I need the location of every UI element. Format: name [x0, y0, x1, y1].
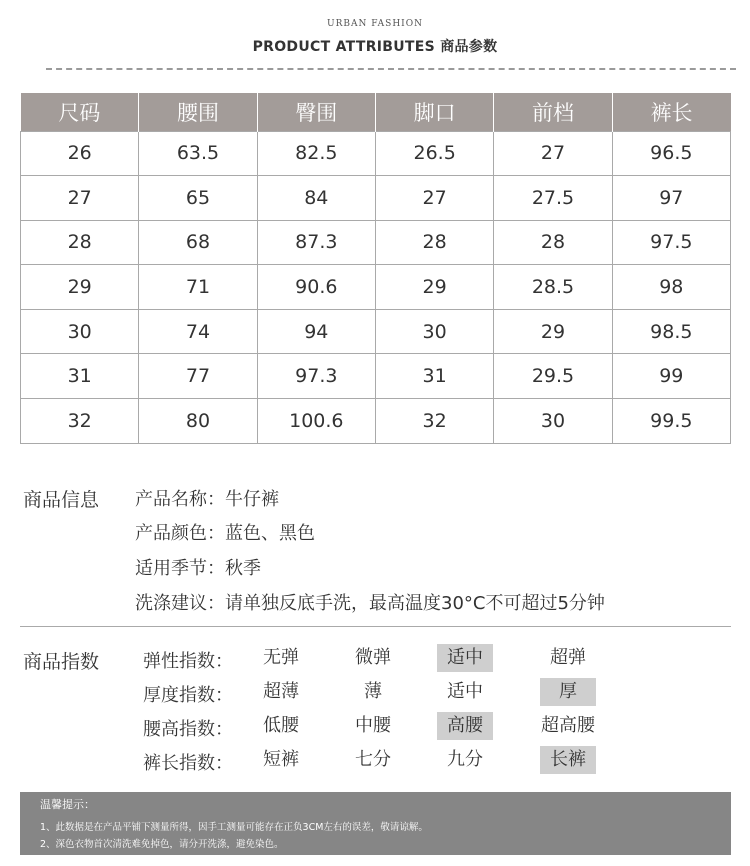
- index-option: 九分: [447, 749, 483, 770]
- table-cell: 28.5: [494, 265, 612, 310]
- table-cell: 32: [21, 399, 139, 444]
- table-cell: 82.5: [257, 131, 375, 176]
- washing-advice-row: 洗涤建议：请单独反底手洗，最高温度30°C不可超过5分钟: [135, 593, 605, 614]
- table-cell: 90.6: [257, 265, 375, 310]
- table-cell: 27: [494, 131, 612, 176]
- table-cell: 98: [612, 265, 730, 310]
- table-row: [21, 176, 731, 221]
- table-cell: 28: [494, 220, 612, 265]
- table-cell: 84: [257, 176, 375, 221]
- table-cell: 30: [494, 399, 612, 444]
- index-option: 微弹: [355, 647, 391, 668]
- table-cell: 74: [139, 309, 257, 354]
- product-name-row: 产品名称：牛仔裤: [135, 489, 279, 510]
- table-row: [21, 309, 731, 354]
- table-cell: 26: [21, 131, 139, 176]
- table-cell: 77: [139, 354, 257, 399]
- index-option-selected: 长裤: [540, 746, 596, 774]
- index-label: 裤长指数：: [143, 753, 233, 774]
- index-option: 七分: [355, 749, 391, 770]
- column-header: 臀围: [257, 93, 375, 131]
- index-label: 弹性指数：: [143, 651, 233, 672]
- product-index-heading: 商品指数: [23, 651, 100, 673]
- table-cell: 98.5: [612, 309, 730, 354]
- table-cell: 28: [21, 220, 139, 265]
- table-row: [21, 354, 731, 399]
- product-color-row: 产品颜色：蓝色、黑色: [135, 523, 315, 544]
- table-cell: 100.6: [257, 399, 375, 444]
- index-option-selected: 厚: [540, 678, 596, 706]
- table-cell: 27: [375, 176, 493, 221]
- column-header: 裤长: [612, 93, 730, 131]
- index-option-selected: 高腰: [437, 712, 493, 740]
- page-title: PRODUCT ATTRIBUTES 商品参数: [252, 39, 498, 55]
- table-cell: 29.5: [494, 354, 612, 399]
- table-cell: 94: [257, 309, 375, 354]
- index-option: 无弹: [263, 647, 299, 668]
- table-cell: 31: [21, 354, 139, 399]
- dashed-divider: [46, 68, 736, 70]
- brand-text: URBAN FASHION: [327, 19, 423, 29]
- size-table: [20, 93, 731, 444]
- index-option: 中腰: [355, 715, 391, 736]
- table-cell: 99: [612, 354, 730, 399]
- table-cell: 32: [375, 399, 493, 444]
- index-option: 超弹: [550, 647, 586, 668]
- header: [0, 0, 750, 70]
- table-cell: 97: [612, 176, 730, 221]
- product-season-row: 适用季节：秋季: [135, 558, 261, 579]
- table-cell: 29: [375, 265, 493, 310]
- index-option: 适中: [447, 681, 483, 702]
- table-cell: 71: [139, 265, 257, 310]
- table-row: [21, 131, 731, 176]
- table-cell: 87.3: [257, 220, 375, 265]
- table-cell: 96.5: [612, 131, 730, 176]
- table-cell: 80: [139, 399, 257, 444]
- column-header: 脚口: [375, 93, 493, 131]
- table-cell: 26.5: [375, 131, 493, 176]
- index-option: 超高腰: [541, 715, 595, 736]
- index-option: 超薄: [263, 681, 299, 702]
- table-cell: 30: [21, 309, 139, 354]
- table-row: [21, 220, 731, 265]
- index-option: 短裤: [263, 749, 299, 770]
- table-cell: 63.5: [139, 131, 257, 176]
- tips-line: 1、此数据是在产品平铺下测量所得，因手工测量可能存在正负3CM左右的误差，敬请谅解。: [40, 822, 428, 833]
- product-info-heading: 商品信息: [23, 489, 100, 511]
- index-option: 薄: [364, 681, 382, 702]
- tips-box: [20, 792, 731, 855]
- section-divider: [20, 626, 731, 627]
- table-cell: 29: [21, 265, 139, 310]
- table-cell: 28: [375, 220, 493, 265]
- table-row: [21, 399, 731, 444]
- table-cell: 30: [375, 309, 493, 354]
- column-header: 前档: [494, 93, 612, 131]
- table-cell: 97.5: [612, 220, 730, 265]
- index-option-selected: 适中: [437, 644, 493, 672]
- index-option: 低腰: [263, 715, 299, 736]
- table-cell: 27: [21, 176, 139, 221]
- column-header: 腰围: [139, 93, 257, 131]
- column-header: 尺码: [21, 93, 139, 131]
- index-label: 厚度指数：: [143, 685, 233, 706]
- table-cell: 29: [494, 309, 612, 354]
- size-table-header-row: [21, 93, 731, 131]
- table-cell: 65: [139, 176, 257, 221]
- table-row: [21, 265, 731, 310]
- table-cell: 31: [375, 354, 493, 399]
- table-cell: 27.5: [494, 176, 612, 221]
- table-cell: 68: [139, 220, 257, 265]
- index-label: 腰高指数：: [143, 719, 233, 740]
- table-cell: 97.3: [257, 354, 375, 399]
- table-cell: 99.5: [612, 399, 730, 444]
- tips-title: 温馨提示：: [40, 798, 95, 811]
- tips-line: 2、深色衣物首次清洗难免掉色，请分开洗涤，避免染色。: [40, 839, 284, 850]
